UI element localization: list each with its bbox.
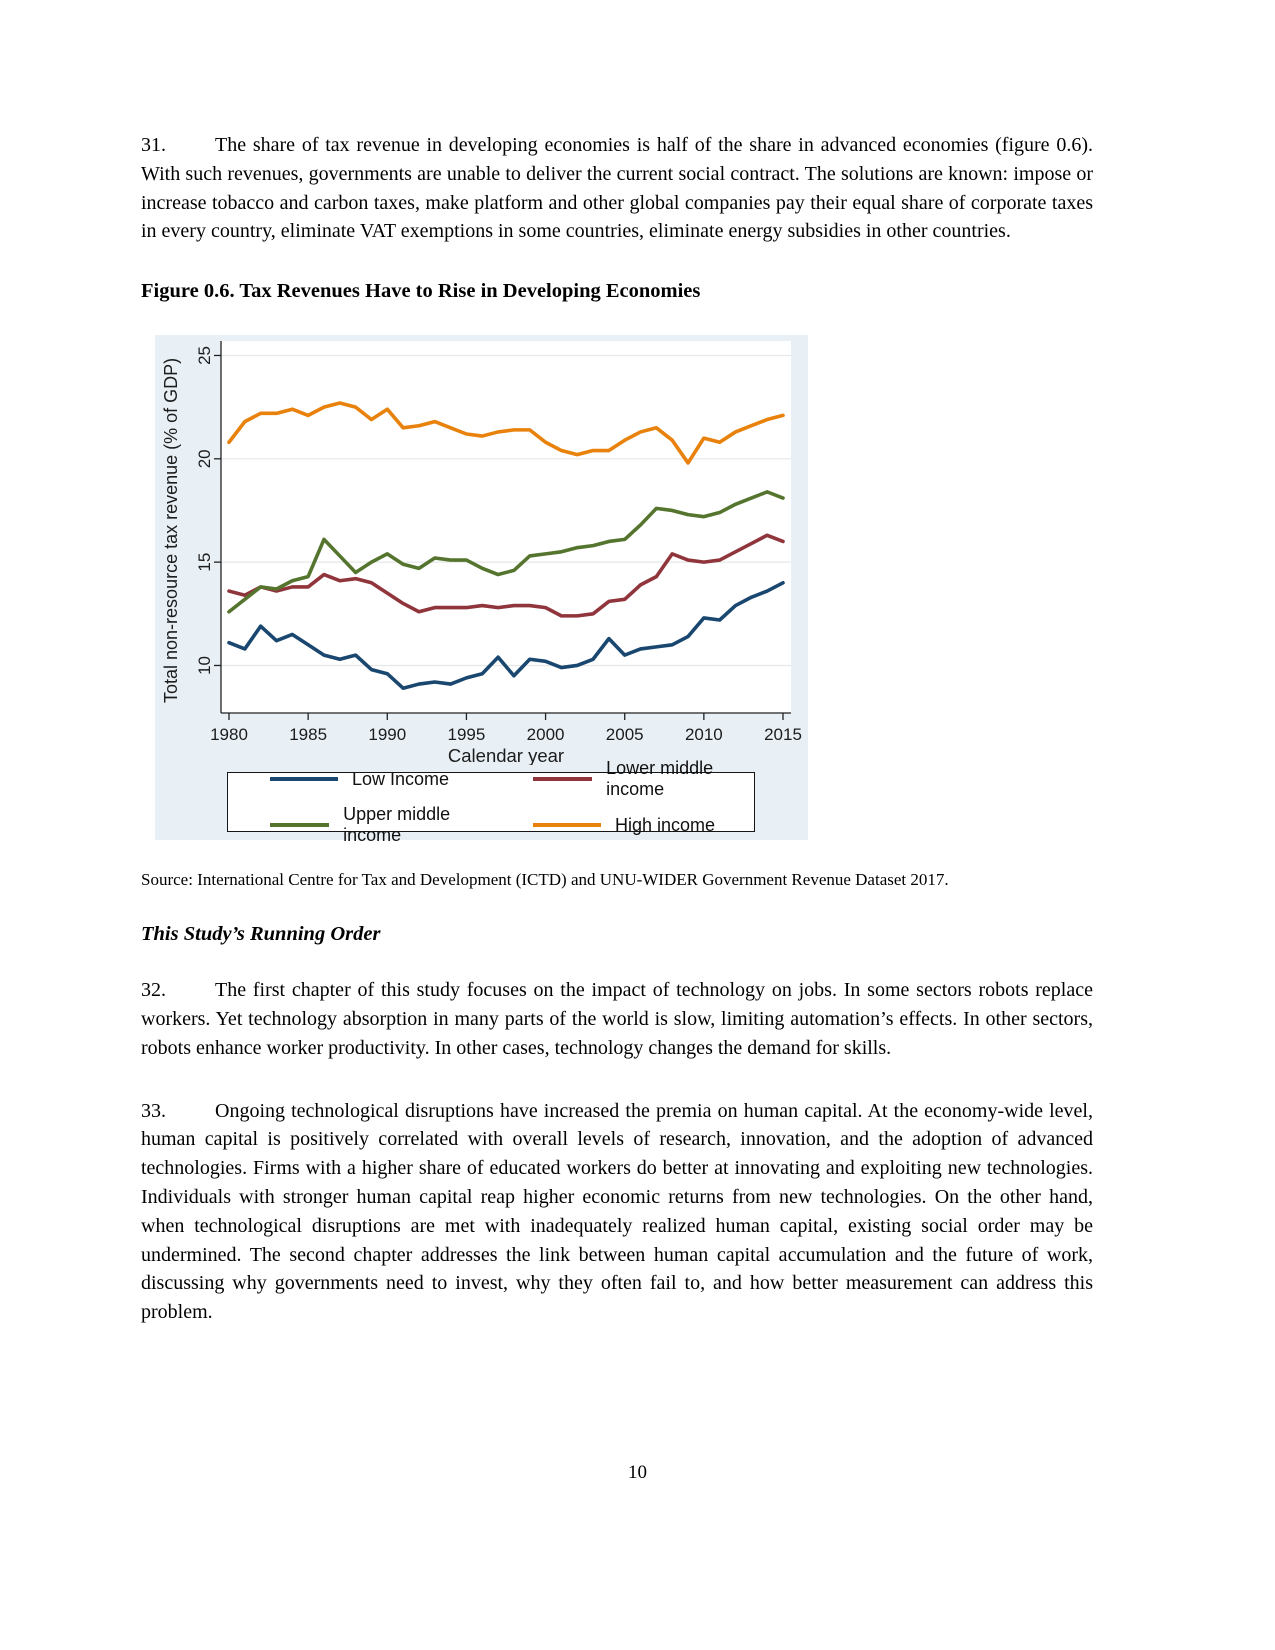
paragraph-32-number: 32.: [141, 979, 166, 1002]
legend-item: [228, 804, 491, 846]
page-number: 10: [628, 1462, 647, 1483]
line-chart: [181, 335, 803, 770]
legend-label: Upper middle income: [343, 804, 451, 846]
legend-item: [491, 758, 754, 800]
y-tick-label: 15: [195, 552, 214, 572]
legend-label: High income: [615, 814, 716, 835]
paragraph-32-text: The first chapter of this study focuses on the impact of technology on jobs. In some sectors robots replace workers. Yet technology absorption in many parts of the world is slow, limiting automation’s effects. In other sectors, robots enhance worker productivity. In other cases, technology changes the demand for skills.: [141, 979, 1093, 1059]
legend-item: [228, 758, 491, 800]
legend-item: [491, 804, 754, 846]
figure-title: Figure 0.6. Tax Revenues Have to Rise in Developing Economies: [141, 280, 701, 303]
paragraph-33: [141, 1097, 1093, 1327]
paragraph-33-number: 33.: [141, 1099, 166, 1122]
chart-legend: [227, 758, 755, 846]
x-tick-label: 2005: [605, 725, 644, 745]
figure-source: Source: International Centre for Tax and Development (ICTD) and UNU-WIDER Government Revenue Dataset 2017.: [141, 870, 949, 890]
legend-line-swatch: [533, 823, 601, 827]
x-tick-label: 1995: [447, 725, 486, 745]
chart-svg: [181, 335, 803, 765]
x-tick-label: 1990: [368, 725, 407, 745]
x-tick-label: 2000: [526, 725, 565, 745]
paragraph-31-number: 31.: [141, 134, 166, 156]
x-tick-label: 2015: [764, 725, 802, 745]
paragraph-33-text: Ongoing technological disruptions have increased the premia on human capital. At the economy-wide level, human capital is positively correlated with overall levels of research, innovation, and the adoption of advanced technologies. Firms with a higher share of educated workers do better at innovating and exploiting new technologies. Individuals with stronger human capital reap higher economic returns from new technologies. On the other hand, when technological disruptions are met with inadequately realized human capital, existing social order may be undermined. The second chapter addresses the link between human capital accumulation and the future of work, discussing why governments need to invest, why they often fail to, and how better measurement can address this problem.: [141, 1099, 1093, 1324]
x-tick-label: 2010: [684, 725, 723, 745]
legend-label: Lower middle income: [606, 758, 714, 800]
y-tick-label: 20: [195, 449, 214, 469]
section-heading: This Study’s Running Order: [141, 923, 381, 946]
y-axis-title: Total non-resource tax revenue (% of GDP): [161, 357, 181, 703]
paragraph-31: [141, 131, 1093, 246]
legend-line-swatch: [270, 823, 329, 827]
paragraph-31-text: The share of tax revenue in developing economies is half of the share in advanced economies (figure 0.6). With such revenues, governments are unable to deliver the current social contract. The solutions are known: impose or increase tobacco and carbon taxes, make platform and other global companies pay their equal share of corporate taxes in every country, eliminate VAT exemptions in some countries, eliminate energy subsidies in other countries.: [141, 134, 1093, 243]
y-tick-label: 25: [195, 346, 214, 366]
paragraph-32: [141, 976, 1093, 1062]
x-tick-label: 1980: [210, 725, 248, 745]
y-tick-label: 10: [195, 656, 214, 676]
legend-line-swatch: [270, 777, 338, 781]
x-tick-label: 1985: [289, 725, 328, 745]
legend-label: Low Income: [352, 768, 450, 789]
figure-0-6: [155, 335, 808, 846]
legend-line-swatch: [533, 777, 592, 781]
page-content: [141, 131, 1093, 1327]
x-axis-title: Calendar year: [447, 745, 565, 766]
